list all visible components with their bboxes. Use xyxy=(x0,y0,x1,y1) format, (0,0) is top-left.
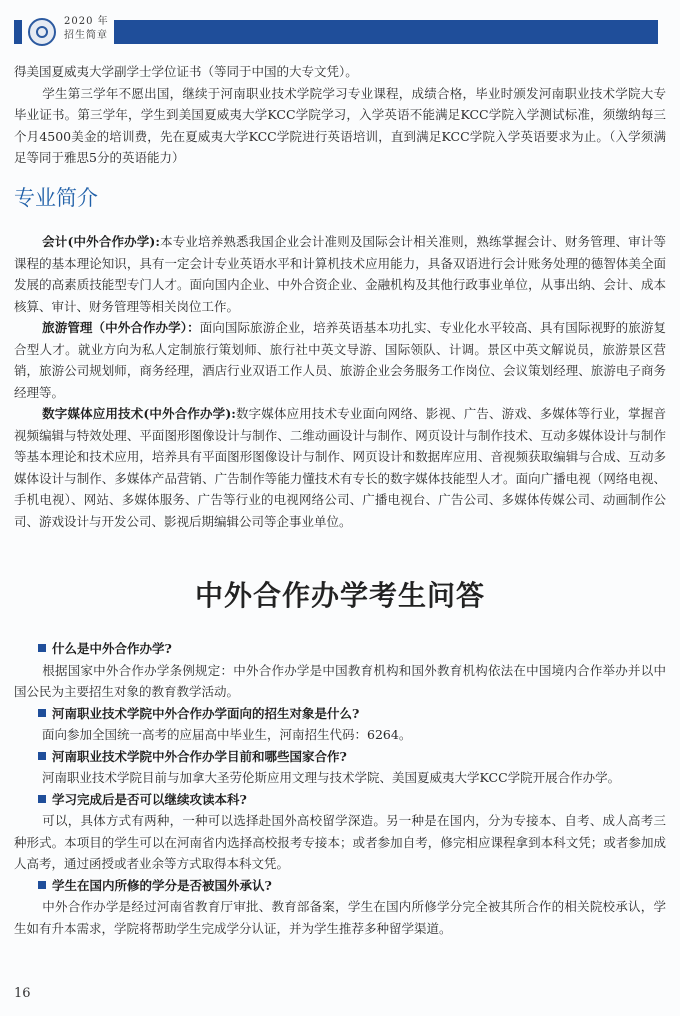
answer: 根据国家中外合作办学条例规定：中外合作办学是中国教育机构和国外教育机构依法在中国境内合作举办并以中国公民为主要招生对象的教育教学活动。 xyxy=(14,662,666,699)
question: 学习完成后是否可以继续攻读本科? xyxy=(14,789,666,811)
answer: 河南职业技术学院目前与加拿大圣劳伦斯应用文理与技术学院、美国夏威夷大学KCC学院开展合作办学。 xyxy=(42,770,621,785)
major-tourism xyxy=(14,317,666,403)
header-accent-bar xyxy=(14,20,22,44)
question: 学生在国内所修的学分是否被国外承认? xyxy=(14,875,666,897)
intro-text xyxy=(14,61,666,169)
answer: 面向参加全国统一高考的应届高中毕业生，河南招生代码：6264。 xyxy=(42,727,412,742)
college-logo xyxy=(28,18,56,46)
major-description: 本专业培养熟悉我国企业会计准则及国际会计相关准则，熟练掌握会计、财务管理、审计等课程的基本理论知识，具有一定会计专业英语水平和计算机技术应用能力，具备双语进行会计账务处理的德智体美全面发展的高素质技能型专门人才。面向国内企业、中外合资企业、金融机构及其他行政事业单位，从事出纳、会计、成本核算、审计、财务管理等相关岗位工作。 xyxy=(14,234,666,314)
qa-list xyxy=(14,638,666,939)
square-bullet-icon xyxy=(38,644,46,652)
major-name: 会计(中外合作办学): xyxy=(42,234,160,249)
intro-paragraph: 学生第三学年不愿出国，继续于河南职业技术学院学习专业课程，成绩合格，毕业时颁发河南职业技术学院大专毕业证书。第三学年，学生到美国夏威夷大学KCC学院学习，入学英语不能满足KCC学院入学测试标准，须缴纳每三个月4500美金的培训费，先在夏威夷大学KCC学院进行英语培训，直到满足KCC学院入学英语要求为止。（入学须满足等同于雅思5分的英语能力） xyxy=(14,85,666,165)
major-digital-media xyxy=(14,403,666,532)
major-name: 旅游管理（中外合作办学）： xyxy=(42,320,200,335)
square-bullet-icon xyxy=(38,709,46,717)
question: 河南职业技术学院中外合作办学目前和哪些国家合作? xyxy=(14,746,666,768)
answer: 可以，具体方式有两种，一种可以选择赴国外高校留学深造。另一种是在国内，分为专接本、自考、成人高考三种形式。本项目的学生可以在河南省内选择高校报考专接本；或者参加自考，修完相应课程拿到本科文凭；或者参加成人高考，通过函授或者业余等方式取得本科文凭。 xyxy=(14,813,666,871)
major-description: 面向国际旅游企业，培养英语基本功扎实、专业化水平较高、具有国际视野的旅游复合型人才。就业方向为私人定制旅行策划师、旅行社中英文导游、国际领队、计调。景区中英文解说员，旅游景区营销，旅游公司规划师，商务经理，酒店行业双语工作人员、旅游企业会务服务工作岗位、会议策划经理、旅游电子商务经理等。 xyxy=(14,320,666,400)
header-year: 2020 年 xyxy=(64,16,109,27)
section-title: 专业简介 xyxy=(14,186,98,210)
majors-list xyxy=(14,231,666,532)
major-accounting xyxy=(14,231,666,317)
question: 什么是中外合作办学? xyxy=(14,638,666,660)
answer: 中外合作办学是经过河南省教育厅审批、教育部备案，学生在国内所修学分完全被其所合作的相关院校承认，学生如有升本需求，学院将帮助学生完成学分认证，并为学生推荐多种留学渠道。 xyxy=(14,899,666,936)
major-description: 数字媒体应用技术专业面向网络、影视、广告、游戏、多媒体等行业，掌握音视频编辑与特效处理、平面图形图像设计与制作、二维动画设计与制作、网页设计与制作技术、互动多媒体设计与制作等基本理论和技术应用，培养具有平面图形图像设计与制作、网页设计和数据库应用、音视频获取编辑与合成、互动多媒体设计与制作、多媒体产品营销、广告制作等能力懂技术有专长的数字媒体技能型人才。面向广播电视（网络电视、手机电视）、网站、多媒体服务、广告等行业的电视网络公司、广播电视台、广告公司、多媒体传媒公司、动画制作公司、游戏设计与开发公司、影视后期编辑公司等企事业单位。 xyxy=(14,406,666,529)
question: 河南职业技术学院中外合作办学面向的招生对象是什么? xyxy=(14,703,666,725)
page-number: 16 xyxy=(14,986,31,1001)
square-bullet-icon xyxy=(38,795,46,803)
header-banner-bar xyxy=(114,20,658,44)
square-bullet-icon xyxy=(38,881,46,889)
qa-title: 中外合作办学考生问答 xyxy=(194,579,485,612)
header-subtitle: 招生简章 xyxy=(64,30,108,41)
major-name: 数字媒体应用技术(中外合作办学): xyxy=(42,406,236,421)
square-bullet-icon xyxy=(38,752,46,760)
intro-line: 得美国夏威夷大学副学士学位证书（等同于中国的大专文凭）。 xyxy=(14,64,358,79)
